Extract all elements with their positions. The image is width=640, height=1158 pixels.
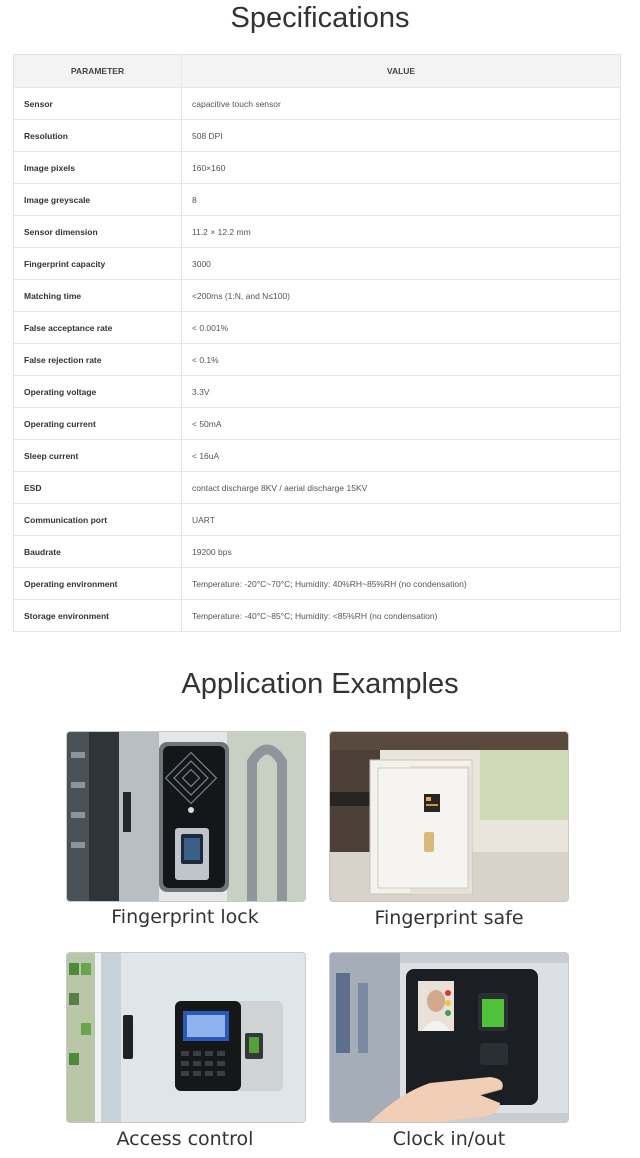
table-row bbox=[14, 120, 621, 152]
value-cell: <200ms (1:N, and N≤100) bbox=[182, 280, 621, 312]
clock-in-out-image bbox=[329, 952, 569, 1123]
parameter-cell: Sensor bbox=[14, 88, 182, 120]
parameter-cell: False acceptance rate bbox=[14, 312, 182, 344]
parameter-cell: Operating voltage bbox=[14, 376, 182, 408]
parameter-column-header: PARAMETER bbox=[14, 55, 182, 88]
table-row bbox=[14, 184, 621, 216]
value-cell: capacitive touch sensor bbox=[182, 88, 621, 120]
parameter-cell: Matching time bbox=[14, 280, 182, 312]
value-cell: 3000 bbox=[182, 248, 621, 280]
value-column-header: VALUE bbox=[182, 55, 621, 88]
fingerprint-safe-image bbox=[329, 731, 569, 902]
table-row bbox=[14, 472, 621, 504]
table-row bbox=[14, 408, 621, 440]
parameter-cell: False rejection rate bbox=[14, 344, 182, 376]
value-cell: 8 bbox=[182, 184, 621, 216]
parameter-cell: Image greyscale bbox=[14, 184, 182, 216]
parameter-cell: Resolution bbox=[14, 120, 182, 152]
application-examples-title: Application Examples bbox=[181, 668, 459, 700]
table-row bbox=[14, 504, 621, 536]
table-row bbox=[14, 600, 621, 632]
table-row bbox=[14, 440, 621, 472]
parameter-cell: Storage environment bbox=[14, 600, 182, 632]
value-cell: Temperature: -20°C~70°C; Humidity: 40%RH~85%RH (no condensation) bbox=[182, 568, 621, 600]
value-cell: < 50mA bbox=[182, 408, 621, 440]
parameter-cell: Communication port bbox=[14, 504, 182, 536]
table-row bbox=[14, 344, 621, 376]
specifications-table bbox=[13, 54, 621, 632]
table-row bbox=[14, 376, 621, 408]
table-row bbox=[14, 280, 621, 312]
parameter-cell: Operating current bbox=[14, 408, 182, 440]
table-row bbox=[14, 568, 621, 600]
table-row bbox=[14, 88, 621, 120]
value-cell: 508 DPI bbox=[182, 120, 621, 152]
value-cell: < 16uA bbox=[182, 440, 621, 472]
table-row bbox=[14, 248, 621, 280]
table-row bbox=[14, 152, 621, 184]
value-cell: contact discharge 8KV / aerial discharge 15KV bbox=[182, 472, 621, 504]
parameter-cell: Baudrate bbox=[14, 536, 182, 568]
parameter-cell: Operating environment bbox=[14, 568, 182, 600]
table-row bbox=[14, 536, 621, 568]
parameter-cell: Image pixels bbox=[14, 152, 182, 184]
value-cell: 3.3V bbox=[182, 376, 621, 408]
parameter-cell: Sensor dimension bbox=[14, 216, 182, 248]
value-cell: < 0.001% bbox=[182, 312, 621, 344]
table-row bbox=[14, 312, 621, 344]
value-cell: 11.2 × 12.2 mm bbox=[182, 216, 621, 248]
parameter-cell: ESD bbox=[14, 472, 182, 504]
specifications-title: Specifications bbox=[230, 2, 410, 34]
table-header-row bbox=[14, 55, 621, 88]
parameter-cell: Sleep current bbox=[14, 440, 182, 472]
fingerprint-lock-caption: Fingerprint lock bbox=[111, 906, 259, 928]
clock-in-out-caption: Clock in/out bbox=[392, 1128, 506, 1150]
value-cell: 160×160 bbox=[182, 152, 621, 184]
value-cell: 19200 bps bbox=[182, 536, 621, 568]
value-cell: < 0.1% bbox=[182, 344, 621, 376]
access-control-caption: Access control bbox=[116, 1128, 254, 1150]
table-row bbox=[14, 216, 621, 248]
access-control-image bbox=[66, 952, 306, 1123]
value-cell: UART bbox=[182, 504, 621, 536]
fingerprint-lock-image bbox=[66, 731, 306, 902]
parameter-cell: Fingerprint capacity bbox=[14, 248, 182, 280]
fingerprint-safe-caption: Fingerprint safe bbox=[374, 907, 524, 929]
value-cell: Temperature: -40°C~85°C; Humidity: <85%RH (no condensation) bbox=[182, 600, 621, 632]
